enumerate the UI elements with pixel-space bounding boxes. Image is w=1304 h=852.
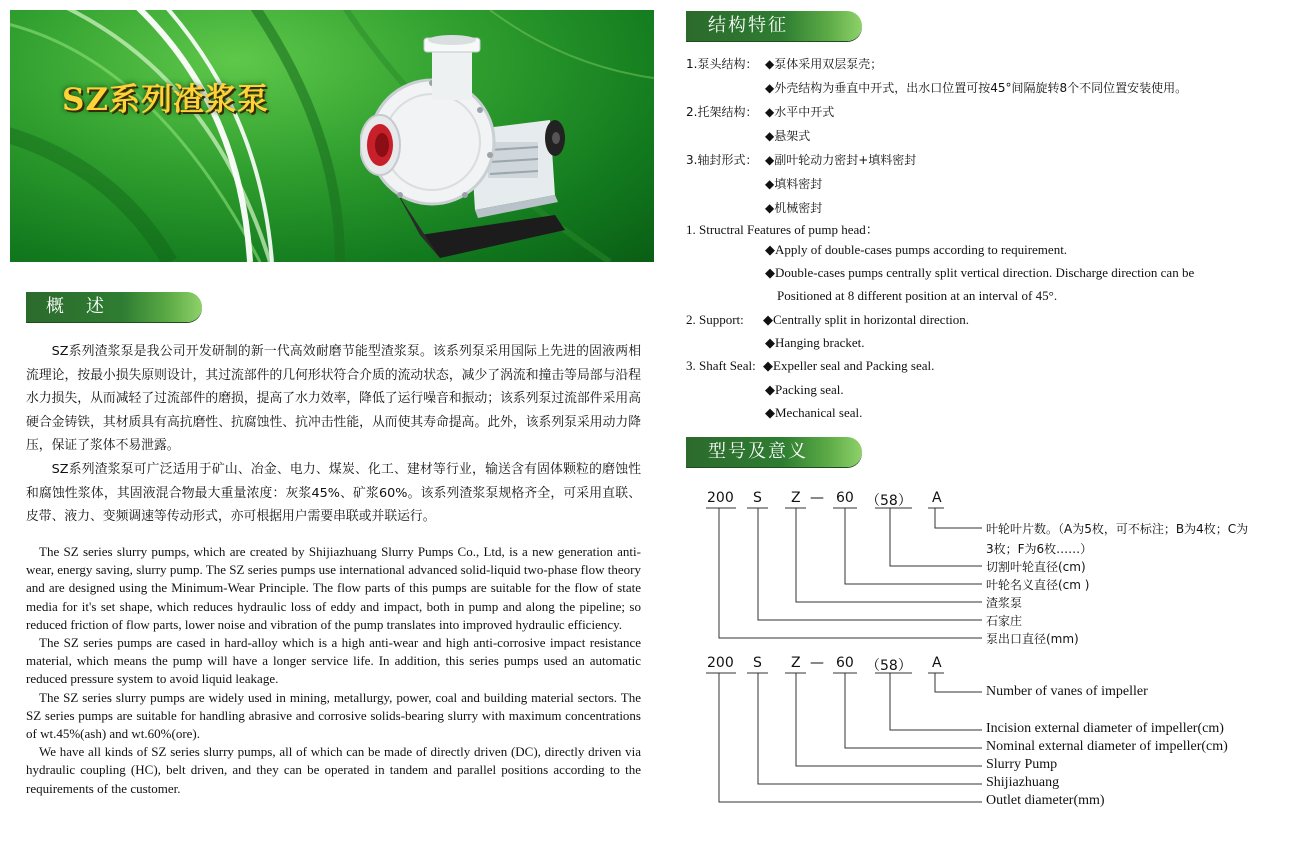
structure-en-label-support: 2. Support:: [686, 312, 744, 327]
structure-cn-item: ◆悬架式: [765, 129, 811, 143]
model-code-s: S: [753, 655, 762, 671]
model-cn-vanes-cont: 3枚；F为6枚……）: [986, 542, 1093, 556]
model-cn-outlet: 泵出口直径(mm): [986, 632, 1079, 646]
structure-en-item: ◆Double-cases pumps centrally split vertical direction. Discharge direction can be: [765, 265, 1195, 280]
overview-cn-paragraph: SZ系列渣浆泵是我公司开发研制的新一代高效耐磨节能型渣浆泵。该系列泵采用国际上先进的固液两相流理论，按最小损失原则设计，其过流部件的几何形状符合介质的流动状态，减少了涡流和撞击等局部与沿程水力损失，从而减轻了过流部件的磨损，提高了水力效率，降低了运行噪音和振动；该系列泵过流部件采用高硬合金铸铁，其材质具有高抗磨性、抗腐蚀性、抗冲击性能，从而使其寿命提高。此外，该系列泵采用动力降压，保证了浆体不易泄露。: [26, 344, 641, 454]
structure-cn-item: ◆泵体采用双层泵壳；: [765, 57, 883, 71]
overview-heading-text: 概 述: [46, 296, 106, 317]
structure-en-label-seal: 3. Shaft Seal:: [686, 358, 756, 373]
structure-cn-item: ◆外壳结构为垂直中开式，出水口位置可按45°间隔旋转8个不同位置安装使用。: [765, 81, 1188, 95]
structure-cn-label-support: 2.托架结构：: [686, 105, 758, 119]
structure-cn-item: ◆水平中开式: [765, 105, 835, 119]
structure-en-item: ◆Expeller seal and Packing seal.: [763, 358, 935, 373]
model-cn-nominal: 叶轮名义直径(cm ): [986, 578, 1090, 592]
overview-en-paragraph: The SZ series slurry pumps, which are created by Shijiazhuang Slurry Pumps Co., Ltd, is a new generation anti-wear, energy saving, slurry pump. The SZ series pumps use international advanced solid-liquid two-phase flow theory and are designed using the Minimum-Wear Principle. The flow parts of this pumps are suitable for the flow of state media for it's set shape, which reduces hydraulic loss of eddy and impact, both in pump and along the pipeline; so reduced friction of flow parts, lower noise and vibration of the pump translates into improved hydraulic efficiency.: [26, 544, 641, 632]
model-en-outlet: Outlet diameter(mm): [986, 793, 1105, 808]
structure-heading-text: 结构特征: [708, 15, 788, 36]
structure-en-item: ◆Apply of double-cases pumps according to requirement.: [765, 242, 1068, 257]
model-code-vanes: A: [932, 655, 942, 671]
model-cn-vanes: 叶轮叶片数。（A为5枚，可不标注；B为4枚；C为: [986, 522, 1249, 536]
model-code-vanes: A: [932, 490, 942, 506]
model-en-nominal: Nominal external diameter of impeller(cm): [986, 739, 1228, 754]
structure-en-item: ◆Centrally split in horizontal direction.: [763, 312, 970, 327]
model-cn-slurry: 渣浆泵: [986, 596, 1023, 610]
model-en-city: Shijiazhuang: [986, 775, 1060, 790]
structure-cn-label-head: 1.泵头结构：: [686, 57, 758, 71]
model-code-nominal: 60: [836, 655, 854, 671]
structure-en-label-head: 1. Structral Features of pump head：: [686, 222, 879, 237]
overview-en-paragraph: The SZ series slurry pumps are widely used in mining, metallurgy, power, coal and building material sectors. The SZ series pumps are suitable for handling abrasive and corrosive solids-bearing slurry with maximum concentrations of wt.45%(ash) and wt.60%(ore).: [26, 689, 641, 742]
model-code-z: Z: [791, 655, 801, 671]
banner-title: SZ系列渣浆泵: [62, 82, 270, 118]
model-cn-cut: 切割叶轮直径(cm): [986, 560, 1086, 574]
overview-en-paragraph: The SZ series pumps are cased in hard-alloy which is a high anti-wear and high anti-corrosive impact resistance material, which means the pump will have a longer service life. In addition, this series pumps used an automatic reduced pressure system to avoid liquid leakage.: [26, 635, 641, 687]
model-en-cut: Incision external diameter of impeller(cm): [986, 721, 1224, 736]
model-en-vanes: Number of vanes of impeller: [986, 684, 1148, 699]
model-code-nominal: 60: [836, 490, 854, 506]
structure-cn-item: ◆副叶轮动力密封+填料密封: [765, 153, 917, 167]
model-code-outlet: 200: [707, 655, 734, 671]
structure-en-item: ◆Mechanical seal.: [765, 405, 863, 420]
structure-cn-item: ◆填料密封: [765, 177, 823, 191]
structure-en-item: ◆Hanging bracket.: [765, 335, 865, 350]
structure-cn-label-seal: 3.轴封形式：: [686, 153, 758, 167]
structure-en-item-cont: Positioned at 8 different position at an interval of 45°.: [777, 288, 1058, 303]
model-cn-city: 石家庄: [986, 614, 1023, 628]
model-code-dash: —: [810, 655, 824, 671]
model-en-slurry: Slurry Pump: [986, 757, 1058, 772]
model-code-outlet: 200: [707, 490, 734, 506]
model-code-s: S: [753, 490, 762, 506]
model-code-cut: （58）: [866, 493, 912, 509]
model-heading-text: 型号及意义: [708, 441, 808, 462]
model-code-dash: —: [810, 490, 824, 506]
model-code-cut: （58）: [866, 658, 912, 674]
structure-en-item: ◆Packing seal.: [765, 382, 844, 397]
overview-en-paragraph: We have all kinds of SZ series slurry pumps, all of which can be made of directly driven (DC), directly driven via hydraulic coupling (HC), belt driven, and they can be operated in tandem and parallel positions according to the requirements of the customer.: [26, 744, 641, 796]
overview-cn-paragraph: SZ系列渣浆泵可广泛适用于矿山、冶金、电力、煤炭、化工、建材等行业，输送含有固体颗粒的磨蚀性和腐蚀性浆体，其固液混合物最大重量浓度：灰浆45%、矿浆60%。该系列渣浆泵规格齐全，可采用直联、皮带、液力、变频调速等传动形式，亦可根据用户需要串联或并联运行。: [26, 461, 641, 525]
model-code-z: Z: [791, 490, 801, 506]
structure-cn-item: ◆机械密封: [765, 201, 823, 215]
